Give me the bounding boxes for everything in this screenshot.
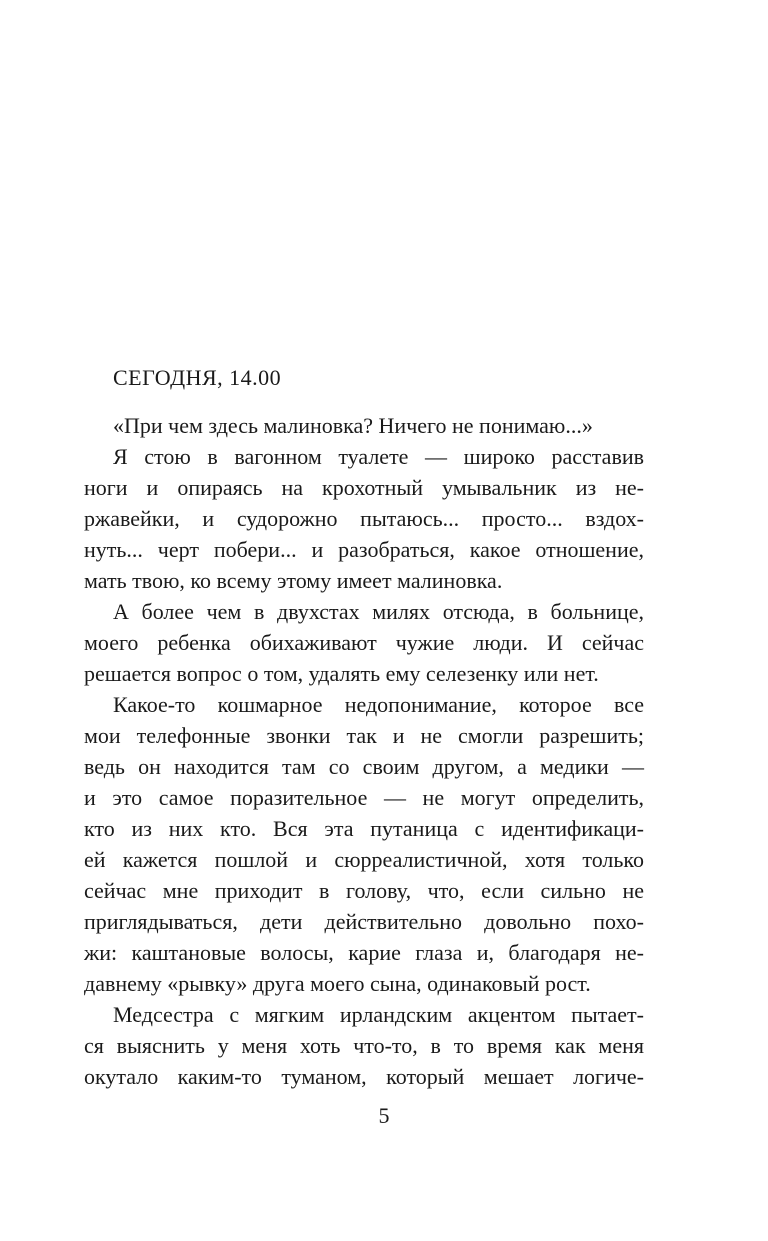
text-line: ся выяснить у меня хоть что-то, в то время как меня xyxy=(84,1033,644,1058)
page-number: 5 xyxy=(378,1103,390,1128)
text-line: А более чем в двухстах милях отсюда, в больнице, xyxy=(113,599,644,624)
text-line: приглядываться, дети действительно довольно похо- xyxy=(84,909,644,934)
text-line: решается вопрос о том, удалять ему селезенку или нет. xyxy=(84,661,599,686)
text-line: моего ребенка обихаживают чужие люди. И сейчас xyxy=(84,630,644,655)
text-line: ноги и опираясь на крохотный умывальник из не- xyxy=(84,475,644,500)
text-line: мать твою, ко всему этому имеет малиновка. xyxy=(84,568,503,593)
text-line: Какое-то кошмарное недопонимание, которое все xyxy=(113,692,644,717)
text-line: Я стою в вагонном туалете — широко расставив xyxy=(113,444,644,469)
body-text xyxy=(84,410,644,1092)
text-line: сейчас мне приходит в голову, что, если сильно не xyxy=(84,878,644,903)
text-line: жи: каштановые волосы, карие глаза и, благодаря не- xyxy=(84,940,644,965)
text-line: и это самое поразительное — не могут определить, xyxy=(84,785,644,810)
text-line: давнему «рывку» друга моего сына, одинаковый рост. xyxy=(84,971,591,996)
text-line: «При чем здесь малиновка? Ничего не понимаю...» xyxy=(113,413,593,438)
text-line: ведь он находится там со своим другом, а медики — xyxy=(84,754,644,779)
text-line: мои телефонные звонки так и не смогли разрешить; xyxy=(84,723,644,748)
text-line: ржавейки, и судорожно пытаюсь... просто... вздох- xyxy=(84,506,644,531)
text-line: Медсестра с мягким ирландским акцентом пытает- xyxy=(113,1002,644,1027)
chapter-heading: СЕГОДНЯ, 14.00 xyxy=(113,365,282,390)
text-line: окутало каким-то туманом, который мешает логиче- xyxy=(84,1064,644,1089)
text-line: кто из них кто. Вся эта путаница с идентификаци- xyxy=(84,816,644,841)
text-line: ей кажется пошлой и сюрреалистичной, хотя только xyxy=(84,847,644,872)
text-line: нуть... черт побери... и разобраться, какое отношение, xyxy=(84,537,644,562)
